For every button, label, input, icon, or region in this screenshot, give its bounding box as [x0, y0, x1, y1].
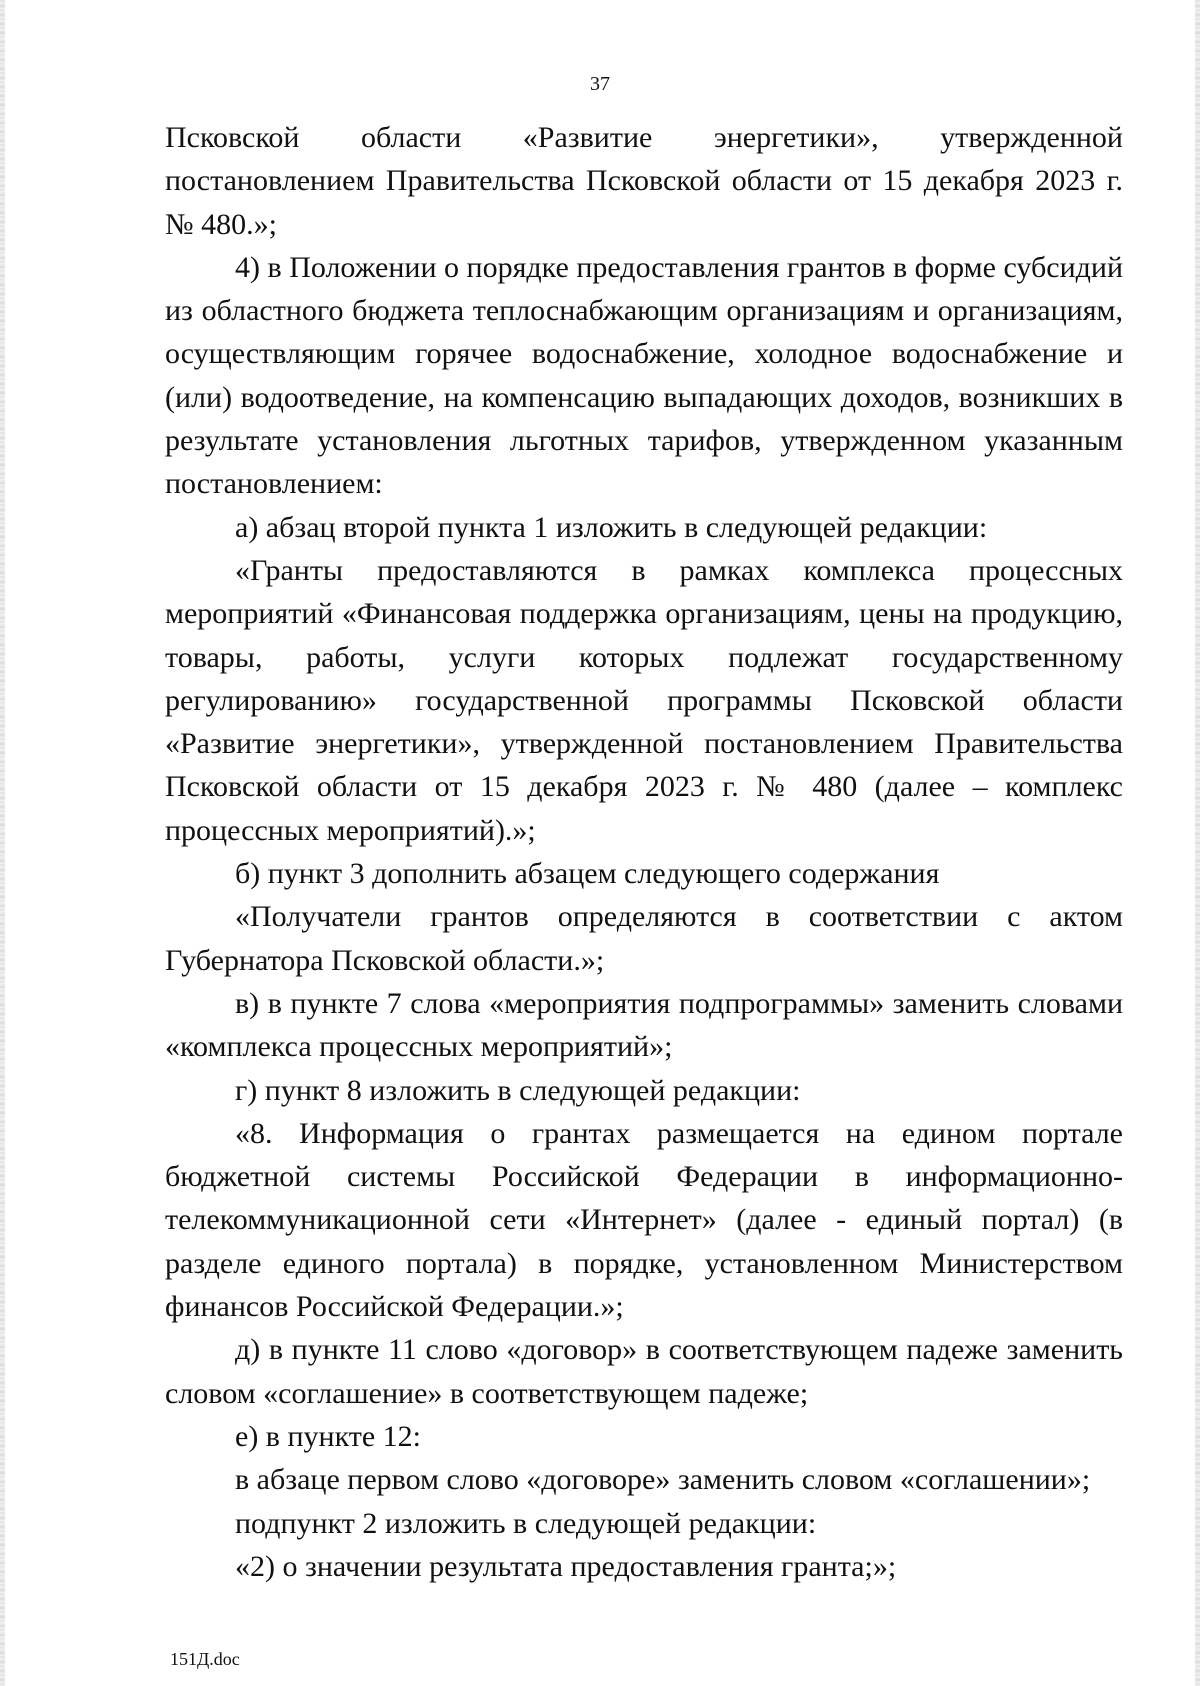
footer-filename: 151Д.doc — [170, 1649, 240, 1669]
paragraph-item-4: 4) в Положении о порядке предоставления грантов в форме субсидий из областного бюджета теплоснабжающим организациям и организациям, осуществляющим горячее водоснабжение, холодное водоснабжение и (или) водоотведение, на компенсацию выпадающих доходов, возникших в результате установления льготных тарифов, утвержденном указанным постановлением: — [165, 250, 1123, 501]
paragraph-subitem-a: а) абзац второй пункта 1 изложить в следующей редакции: — [235, 510, 988, 544]
paragraph-subitem-v: в) в пункте 7 слова «мероприятия подпрограммы» заменить словами «комплекса процессных мероприятий»; — [165, 986, 1123, 1064]
paragraph-first-abzac: в абзаце первом слово «договоре» заменить словом «соглашении»; — [235, 1463, 1091, 1497]
paragraph-quote-recipients: «Получатели грантов определяются в соответствии с актом Губернатора Псковской области.»; — [165, 900, 1123, 977]
page-number: 37 — [590, 73, 610, 95]
scan-edge-right — [1195, 0, 1200, 1686]
paragraph-subitem-d: д) в пункте 11 слово «договор» в соответствующем падеже заменить словом «соглашение» в соответствующем падеже; — [165, 1333, 1123, 1410]
document-body — [165, 116, 1123, 1588]
paragraph-subitem-e: е) в пункте 12: — [235, 1419, 422, 1453]
paragraph-quote-item-8: «8. Информация о грантах размещается на едином портале бюджетной системы Российской Федерации в информационно-телекоммуникационной сети «Интернет» (далее - единый портал) (в разделе единого портала) в порядке, установленном Министерством финансов Российской Федерации.»; — [165, 1116, 1123, 1324]
paragraph-subitem-g: г) пункт 8 изложить в следующей редакции: — [235, 1073, 801, 1107]
paragraph-subpoint-2: подпункт 2 изложить в следующей редакции: — [235, 1506, 817, 1540]
scan-edge-left — [0, 0, 5, 1686]
paragraph-quote-grants: «Гранты предоставляются в рамках комплекса процессных мероприятий «Финансовая поддержка организациям, цены на продукцию, товары, работы, услуги которых подлежат государственному регулированию» государственной программы Псковской области «Развитие энергетики», утвержденной постановлением Правительства Псковской области от 15 декабря 2023 г. № 480 (далее – комплекс процессных мероприятий).»; — [165, 553, 1123, 847]
paragraph-quote-subpoint-2: «2) о значении результата предоставления гранта;»; — [235, 1549, 897, 1583]
paragraph-continuation: Псковской области «Развитие энергетики», утвержденной постановлением Правительства Псковской области от 15 декабря 2023 г. № 480.»; — [165, 121, 1123, 241]
paragraph-subitem-b: б) пункт 3 дополнить абзацем следующего содержания — [235, 857, 940, 891]
